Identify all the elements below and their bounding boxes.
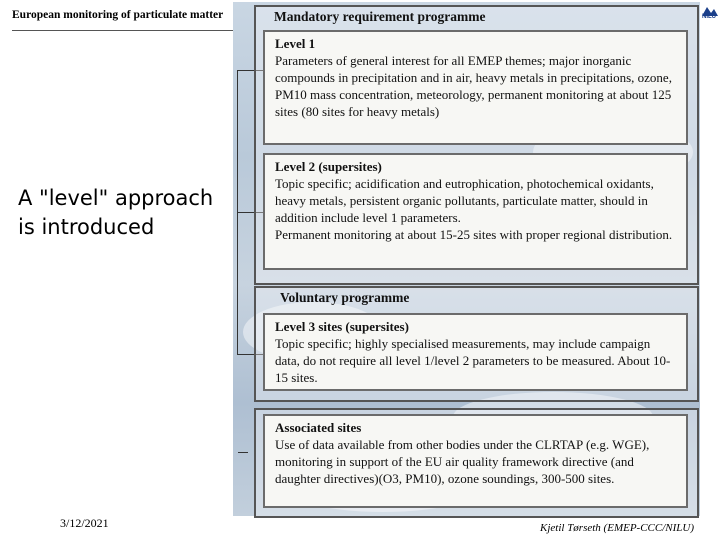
bracket-dash <box>238 452 248 453</box>
slide-header-title: European monitoring of particulate matter <box>12 9 224 21</box>
level-1-body: Parameters of general interest for all EMEP themes; major inorganic compounds in precipitation and in air, heavy metals in precipitations, ozone, PM10 mass concentration, meteorology, permanent monitoring at about 125 sites (80 sites for heavy metals) <box>275 53 672 119</box>
level-2-title: Level 2 (supersites) <box>275 159 382 174</box>
level-2-body: Topic specific; acidification and eutrophication, photochemical oxidants, heavy metals, persistent organic pollutants, particulate matter, should in addition include level 1 parameters. <box>275 176 654 225</box>
slide-author: Kjetil Tørseth (EMEP-CCC/NILU) <box>540 522 694 534</box>
associated-sites-body: Use of data available from other bodies under the CLRTAP (e.g. WGE), monitoring in support of the EU air quality framework directive (and daughter directives)(O3, PM10), ozone soundings, 300-500 sites. <box>275 437 650 486</box>
voluntary-programme-title: Voluntary programme <box>280 290 410 305</box>
logo-text: NILU <box>702 14 716 20</box>
associated-sites-title: Associated sites <box>275 420 362 435</box>
slide-date: 3/12/2021 <box>60 516 109 530</box>
level-3-box <box>263 313 688 391</box>
level-2-box <box>263 153 688 270</box>
mandatory-programme-title: Mandatory requirement programme <box>274 9 486 24</box>
level-3-title: Level 3 sites (supersites) <box>275 319 409 334</box>
intro-text: A "level" approach is introduced <box>18 186 214 239</box>
level-3-body: Topic specific; highly specialised measurements, may include campaign data, do not require all level 1/level 2 parameters to be measured. About 10-15 sites. <box>275 336 671 385</box>
level-1-box <box>263 30 688 145</box>
level-2-body-monitoring: Permanent monitoring at about 15-25 sites with proper regional distribution. <box>275 227 673 242</box>
associated-sites-box <box>263 414 688 508</box>
level-1-title: Level 1 <box>275 36 316 51</box>
header-divider <box>12 30 236 31</box>
